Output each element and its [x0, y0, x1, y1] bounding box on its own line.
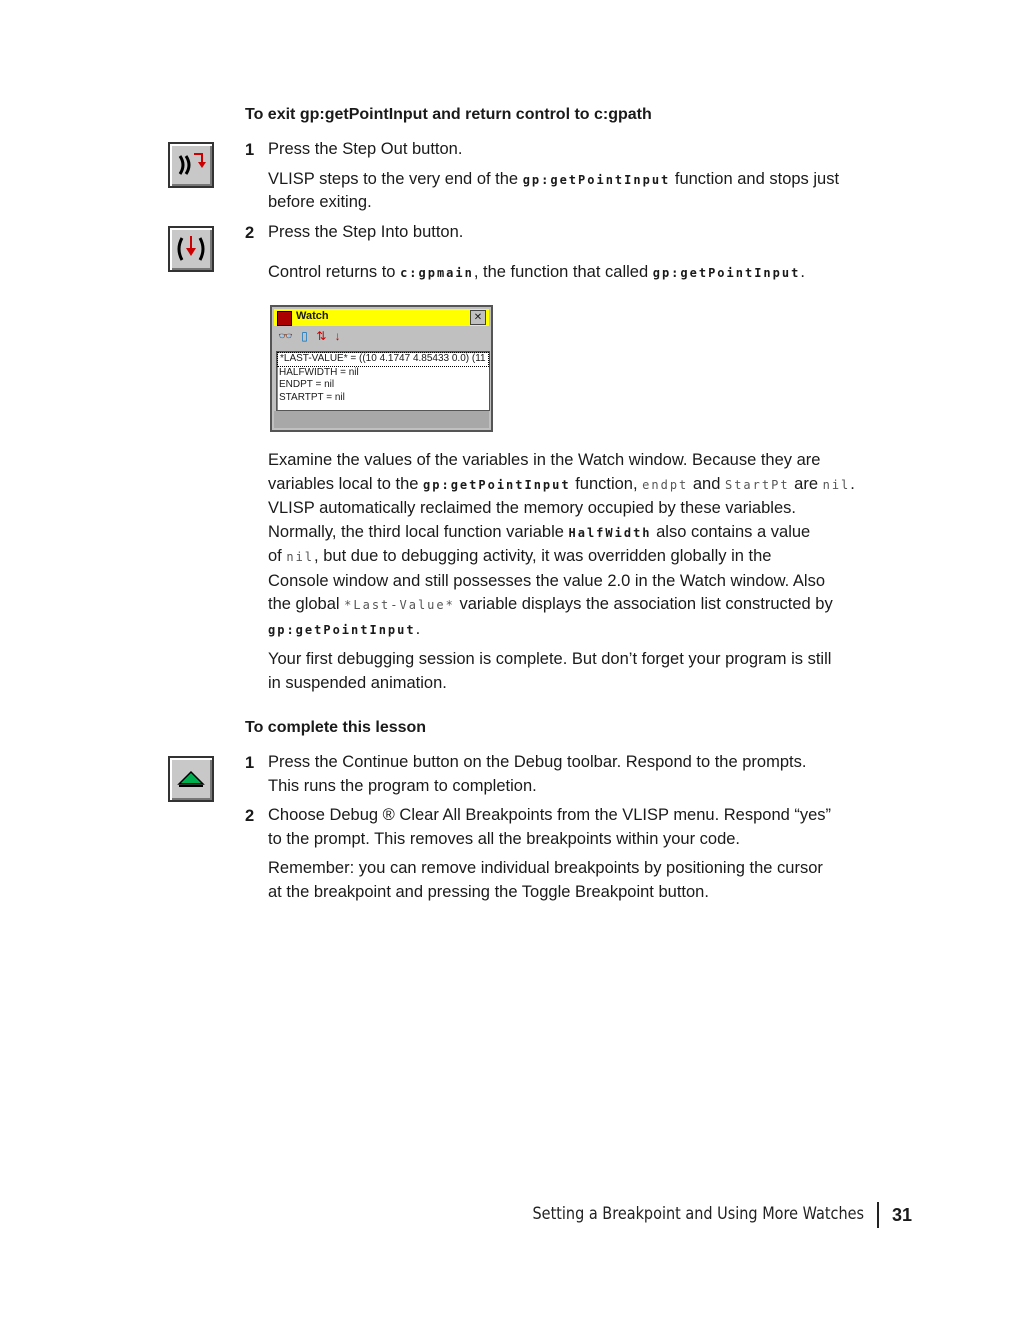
step-number: 1	[245, 754, 255, 772]
list-item[interactable]: *LAST-VALUE* = ((10 4.1747 4.85433 0.0) (11	[277, 352, 489, 367]
section-heading-exit: To exit gp:getPointInput and return control to c:gpath	[245, 106, 652, 123]
step-detail-cont: before exiting.	[268, 193, 372, 211]
watch-title: Watch	[296, 310, 329, 322]
paragraph-session-complete: Your first debugging session is complete. But don’t forget your program is still in suspended animation.	[268, 650, 832, 692]
clear-icon[interactable]: ↓	[334, 329, 341, 343]
step-into-button-icon	[168, 226, 214, 272]
page-number: 31	[892, 1205, 913, 1225]
step-number: 2	[245, 807, 255, 825]
step-detail: Control returns to c:gpmain, the function that called gp:getPointInput.	[268, 263, 805, 281]
paragraph-examine: Examine the values of the variables in the Watch window. Because they are variables local to the gp:getPointInput function, endpt and StartPt are nil. VLISP automatically reclaimed the memory occupied by these variables. Normally, the third local function variable HalfWidth also contains a value of nil, but due to debugging activity, it was overridden globally in the Console window and still possesses the value 2.0 in the Watch window. Also the global *Last-Value* variable displays the association list constructed by gp:getPointInput.	[268, 451, 855, 638]
step-text: Press the Step Out button.	[268, 140, 463, 158]
watch-status-bar	[274, 411, 489, 428]
code-gp-getpointinput: gp:getPointInput	[522, 173, 671, 187]
step-number: 1	[245, 141, 255, 159]
sort-icon[interactable]: ⇅	[316, 329, 327, 343]
close-icon[interactable]: ✕	[470, 310, 486, 325]
continue-button-icon	[168, 756, 214, 802]
code-c-gpmain: c:gpmain	[400, 266, 474, 280]
step-number: 2	[245, 224, 255, 242]
footer-divider	[877, 1202, 879, 1228]
copy-icon[interactable]: ▯	[301, 329, 308, 343]
list-item[interactable]: ENDPT = nil	[279, 379, 335, 390]
code-gp-getpointinput: gp:getPointInput	[652, 266, 801, 280]
step-out-button-icon	[168, 142, 214, 188]
watch-title-bar	[274, 309, 489, 326]
step-text: Press the Step Into button.	[268, 223, 464, 241]
step-detail: VLISP steps to the very end of the gp:getPointInput function and stops just	[268, 170, 840, 188]
watch-list[interactable]	[276, 351, 490, 411]
step-text: Choose Debug ® Clear All Breakpoints from the VLISP menu. Respond “yes” to the prompt. This removes all the breakpoints within your code.	[268, 806, 832, 848]
watch-window	[270, 305, 493, 432]
section-heading-complete: To complete this lesson	[245, 719, 427, 736]
watch-toolbar	[278, 329, 341, 345]
watch-app-icon	[277, 311, 292, 326]
list-item[interactable]: HALFWIDTH = nil	[279, 366, 359, 378]
footer-chapter-title: Setting a Breakpoint and Using More Watches	[532, 1204, 864, 1224]
note-text: Remember: you can remove individual breakpoints by positioning the cursor at the breakpoint and pressing the Toggle Breakpoint button.	[268, 859, 823, 901]
step-text: Press the Continue button on the Debug toolbar. Respond to the prompts. This runs the program to completion.	[268, 753, 807, 795]
glasses-icon[interactable]: 👓	[278, 329, 293, 343]
list-item[interactable]: STARTPT = nil	[279, 391, 345, 403]
